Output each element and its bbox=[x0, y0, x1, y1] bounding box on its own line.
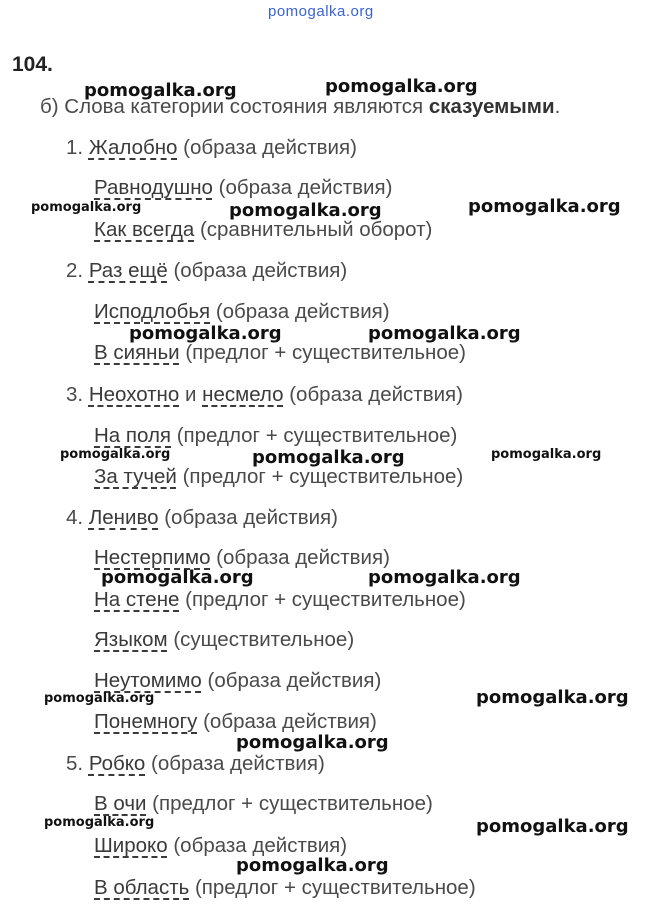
item-note: (образа действия) bbox=[212, 176, 393, 199]
watermark: pomogalka.org bbox=[476, 687, 629, 708]
item-number: 1. bbox=[66, 136, 84, 159]
item-word: На поля bbox=[94, 424, 172, 447]
item-note: (образа действия) bbox=[210, 300, 390, 323]
list-item bbox=[94, 300, 390, 324]
watermark: pomogalka.org bbox=[236, 732, 389, 753]
item-word: Как всегда bbox=[94, 218, 195, 241]
watermark: pomogalka.org bbox=[325, 76, 478, 97]
watermark: pomogalka.org bbox=[60, 447, 171, 462]
watermark: pomogalka.org bbox=[476, 816, 629, 837]
item-note: (предлог + существительное) bbox=[179, 588, 466, 611]
item-word: Неохотно bbox=[88, 383, 180, 406]
watermark: pomogalka.org bbox=[84, 80, 237, 101]
watermark: pomogalka.org bbox=[468, 196, 621, 217]
list-item bbox=[94, 669, 381, 693]
item-note: (предлог + существительное) bbox=[146, 792, 433, 815]
item-conj: и bbox=[179, 383, 203, 406]
item-word: За тучей bbox=[94, 465, 177, 488]
item-word: Робко bbox=[88, 752, 146, 775]
item-word: Нестерпимо bbox=[94, 546, 211, 569]
watermark: pomogalka.org bbox=[491, 447, 602, 462]
item-word-2: несмело bbox=[202, 383, 284, 406]
list-item bbox=[94, 710, 377, 734]
watermark: pomogalka.org bbox=[368, 323, 521, 344]
task-number: 104. bbox=[12, 53, 53, 76]
item-note: (сравнительный оборот) bbox=[194, 218, 433, 241]
list-item bbox=[94, 341, 466, 365]
list-item bbox=[66, 506, 338, 530]
item-note: (образа действия) bbox=[167, 834, 348, 857]
watermark: pomogalka.org bbox=[44, 815, 155, 830]
item-word: Понемногу bbox=[94, 710, 198, 733]
list-item bbox=[94, 876, 476, 900]
item-note: (образа действия) bbox=[158, 506, 338, 529]
item-number: 5. bbox=[66, 752, 84, 775]
item-word: В область bbox=[94, 876, 190, 899]
item-note: (существительное) bbox=[167, 628, 355, 651]
list-item bbox=[66, 383, 463, 407]
watermark: pomogalka.org bbox=[44, 691, 155, 706]
watermark: pomogalka.org bbox=[236, 855, 389, 876]
list-item bbox=[94, 792, 433, 816]
item-word: В очи bbox=[94, 792, 147, 815]
item-word: Языком bbox=[94, 628, 168, 651]
item-note: (предлог + существительное) bbox=[171, 424, 458, 447]
intro-text: б) Слова категории состояния являются bbox=[40, 95, 429, 118]
item-word: Лениво bbox=[88, 506, 159, 529]
list-item bbox=[66, 136, 357, 160]
intro-bold: сказуемыми bbox=[428, 95, 555, 118]
item-word: В сияньи bbox=[94, 341, 180, 364]
item-number: 3. bbox=[66, 383, 84, 406]
item-number: 4. bbox=[66, 506, 84, 529]
watermark: pomogalka.org bbox=[31, 200, 142, 215]
list-item bbox=[94, 424, 457, 448]
item-note: (образа действия) bbox=[197, 710, 377, 733]
intro-end: . bbox=[554, 95, 561, 118]
list-item bbox=[66, 752, 325, 776]
item-note: (предлог + существительное) bbox=[179, 341, 466, 364]
item-note: (образа действия) bbox=[167, 259, 348, 282]
list-item bbox=[94, 218, 432, 242]
item-note: (образа действия) bbox=[210, 546, 390, 569]
list-item bbox=[94, 176, 392, 200]
watermark: pomogalka.org bbox=[229, 200, 382, 221]
list-item bbox=[66, 259, 347, 283]
watermark-top: pomogalka.org bbox=[268, 3, 374, 20]
item-word: Жалобно bbox=[88, 136, 178, 159]
item-word: Равнодушно bbox=[94, 176, 213, 199]
item-word: Исподлобья bbox=[94, 300, 211, 323]
item-word: Широко bbox=[94, 834, 168, 857]
list-item bbox=[94, 628, 354, 652]
item-note: (предлог + существительное) bbox=[176, 465, 464, 488]
watermark: pomogalka.org bbox=[252, 447, 405, 468]
item-note: (образа действия) bbox=[283, 383, 463, 406]
item-note: (образа действия) bbox=[145, 752, 325, 775]
item-word: Раз ещё bbox=[88, 259, 168, 282]
item-note: (образа действия) bbox=[201, 669, 382, 692]
list-item bbox=[94, 465, 463, 489]
item-word: Неутомимо bbox=[94, 669, 202, 692]
watermark: pomogalka.org bbox=[368, 567, 521, 588]
watermark: pomogalka.org bbox=[101, 567, 254, 588]
item-note: (образа действия) bbox=[177, 136, 357, 159]
item-note: (предлог + существительное) bbox=[189, 876, 476, 899]
item-number: 2. bbox=[66, 259, 84, 282]
watermark: pomogalka.org bbox=[129, 323, 282, 344]
item-word: На стене bbox=[94, 588, 180, 611]
list-item bbox=[94, 588, 466, 612]
